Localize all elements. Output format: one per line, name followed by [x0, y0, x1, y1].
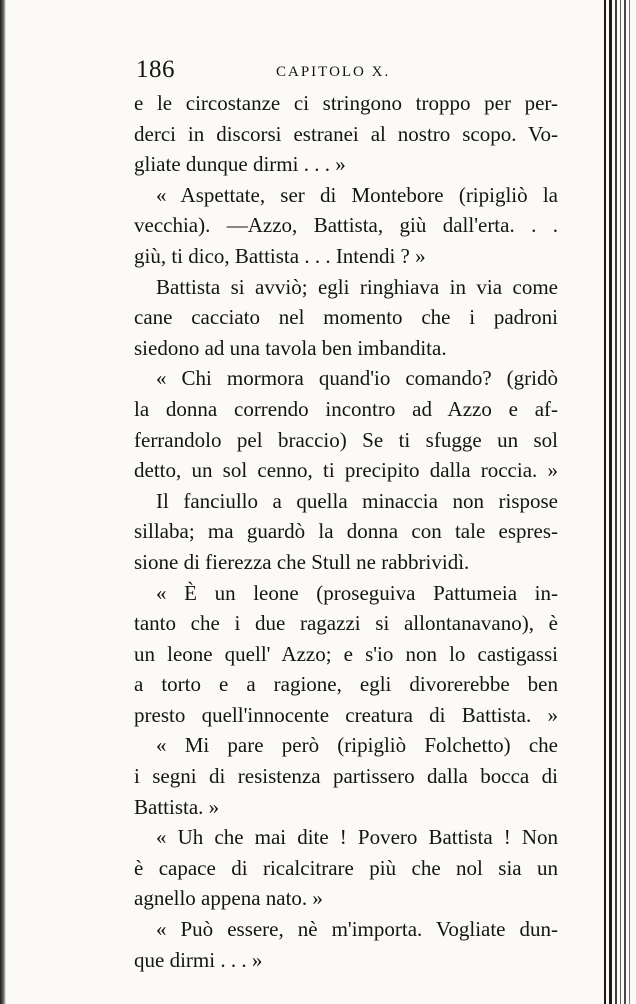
text-line: Battista. » — [134, 794, 220, 819]
text-line: detto, un sol cenno, ti precipito dalla roccia. » — [134, 458, 558, 483]
text-line: derci in discorsi estranei al nostro scopo. Vo- — [134, 121, 558, 146]
text-line: agnello appena nato. » — [134, 886, 323, 911]
page-header — [136, 56, 556, 90]
text-line: Battista si avviò; egli ringhiava in via come — [156, 274, 558, 299]
page-edge-line — [629, 0, 630, 1004]
page-number: 186 — [136, 56, 175, 83]
text-line: a torto e a ragione, egli divorerebbe ben — [134, 672, 558, 697]
text-line: sione di fierezza che Stull ne rabbrividì. — [134, 549, 470, 574]
body-text — [134, 88, 558, 975]
page-edge-line — [604, 0, 606, 1004]
text-line: « Mi pare però (ripigliò Folchetto) che — [156, 733, 558, 758]
text-line: tanto che i due ragazzi si allontanavano), è — [134, 611, 558, 636]
text-line: cane cacciato nel momento che i padroni — [134, 305, 558, 330]
text-line: « Aspettate, ser di Montebore (ripigliò la — [156, 182, 558, 207]
text-line: « Chi mormora quand'io comando? (gridò — [156, 366, 558, 391]
text-line: « Uh che mai dite ! Povero Battista ! Non — [156, 825, 558, 850]
page-edge-line — [609, 0, 612, 1004]
text-line: « Può essere, nè m'importa. Vogliate dun- — [156, 917, 558, 942]
text-line: « È un leone (proseguiva Pattumeia in- — [156, 580, 558, 605]
page-stack-edge — [600, 0, 636, 1004]
text-line: vecchia). —Azzo, Battista, giù dall'erta. . . — [134, 213, 558, 238]
text-line: ferrandolo pel braccio) Se ti sfugge un sol — [134, 427, 558, 452]
text-line: sillaba; ma guardò la donna con tale espres- — [134, 519, 558, 544]
running-head: CAPITOLO X. — [276, 64, 391, 80]
page-left-shadow — [0, 0, 6, 1004]
text-line: un leone quell' Azzo; e s'io non lo castigassi — [134, 641, 558, 666]
text-line: gliate dunque dirmi . . . » — [134, 152, 346, 177]
text-line: i segni di resistenza partissero dalla bocca di — [134, 764, 558, 789]
text-line: è capace di ricalcitrare più che nol sia un — [134, 855, 558, 880]
text-line: Il fanciullo a quella minaccia non rispose — [156, 488, 558, 513]
page-edge-line — [620, 0, 621, 1004]
text-line: la donna correndo incontro ad Azzo e af- — [134, 396, 558, 421]
page-edge-line — [624, 0, 626, 1004]
page-edge-line — [615, 0, 617, 1004]
text-line: e le circostanze ci stringono troppo per per- — [134, 91, 558, 115]
text-line: siedono ad una tavola ben imbandita. — [134, 335, 447, 360]
text-line: que dirmi . . . » — [134, 947, 263, 972]
text-line: presto quell'innocente creatura di Battista. » — [134, 702, 558, 727]
text-line: giù, ti dico, Battista . . . Intendi ? » — [134, 243, 426, 268]
